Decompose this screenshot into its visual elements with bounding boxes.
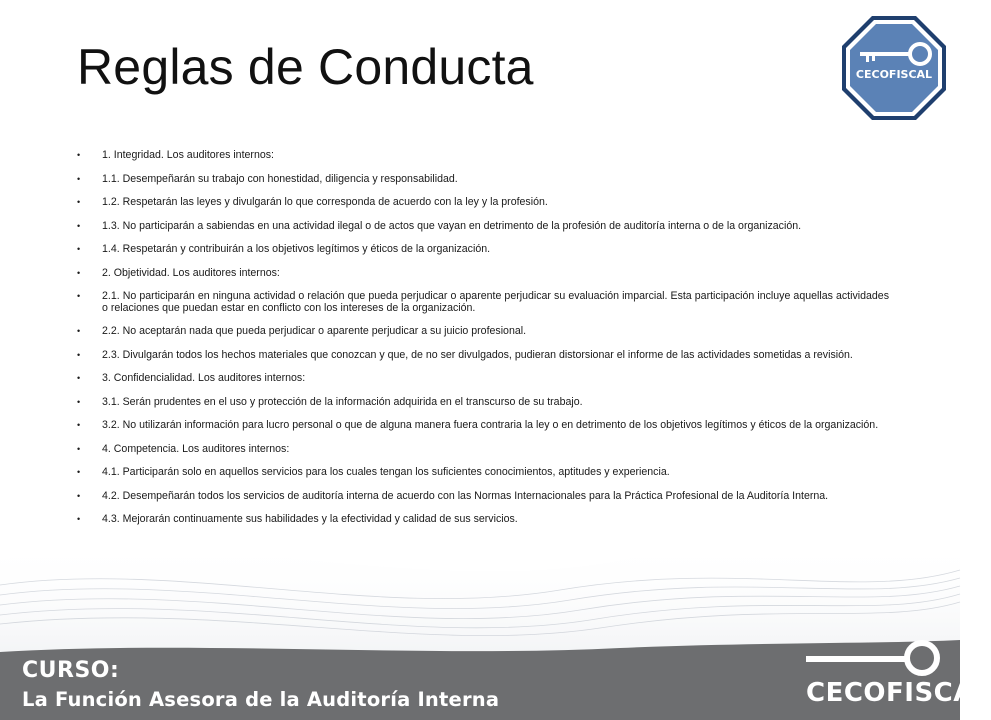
rule-item — [77, 397, 889, 409]
rule-text: 1.3. No participarán a sabiendas en una actividad ilegal o de actos que vayan en detrimento de la profesión de auditoría interna o de la organización. — [102, 219, 802, 232]
rule-text: 4.3. Mejorarán continuamente sus habilidades y la efectividad y calidad de sus servicios. — [102, 513, 518, 525]
rule-text: 1.2. Respetarán las leyes y divulgarán lo que corresponda de acuerdo con la ley y la profesión. — [102, 196, 548, 208]
cecofiscal-badge-logo — [840, 14, 948, 122]
rule-item — [77, 350, 889, 362]
rules-list — [77, 150, 889, 538]
bullet-icon: • — [77, 244, 81, 254]
rule-text: 2.3. Divulgarán todos los hechos materiales que conozcan y que, de no ser divulgados, pudieran distorsionar el informe de las actividades sometidas a revisión. — [102, 348, 853, 361]
bullet-icon: • — [77, 514, 81, 524]
footer-brand: CECOFISCAL — [806, 678, 991, 708]
rule-item — [77, 150, 889, 162]
rule-text: 1.1. Desempeñarán su trabajo con honestidad, diligencia y responsabilidad. — [102, 172, 458, 185]
rule-item — [77, 244, 889, 256]
badge-brand-text: CECOFISCAL — [855, 68, 933, 81]
rule-text: 4.1. Participarán solo en aquellos servicios para los cuales tengan los suficientes conocimientos, aptitudes y experiencia. — [102, 466, 670, 478]
bullet-icon: • — [77, 490, 81, 501]
rule-text: 3.1. Serán prudentes en el uso y protección de la información adquirida en el transcurso de su trabajo. — [102, 395, 583, 408]
bullet-icon: • — [77, 349, 81, 360]
bullet-icon: • — [77, 197, 81, 207]
rule-item — [77, 291, 889, 314]
rule-text: 1. Integridad. Los auditores internos: — [102, 149, 274, 161]
rule-item — [77, 268, 889, 280]
rule-item — [77, 373, 889, 385]
bullet-icon: • — [77, 291, 81, 301]
rule-item — [77, 491, 889, 503]
rule-item — [77, 197, 889, 209]
rule-item — [77, 174, 889, 186]
bullet-icon: • — [77, 220, 81, 231]
rule-text: 3. Confidencialidad. Los auditores internos: — [102, 372, 306, 384]
course-name: La Función Asesora de la Auditoría Interna — [22, 688, 500, 711]
rule-item — [77, 221, 889, 233]
bullet-icon: • — [77, 373, 81, 383]
rule-item — [77, 420, 889, 432]
bullet-icon: • — [77, 396, 81, 407]
bullet-icon: • — [77, 326, 81, 336]
rule-item — [77, 444, 889, 456]
bullet-icon: • — [77, 467, 81, 477]
bullet-icon: • — [77, 420, 81, 430]
bullet-icon: • — [77, 443, 81, 454]
rule-text: 2. Objetividad. Los auditores internos: — [102, 266, 280, 279]
rule-text: 2.1. No participarán en ninguna actividad o relación que pueda perjudicar o aparente perjudicar su evaluación imparcial. Esta participación incluye aquellas actividades o relaciones que puedan estar en conflicto con los intereses de la organización. — [102, 290, 889, 314]
rule-item — [77, 326, 889, 338]
bullet-icon: • — [77, 267, 81, 278]
rule-item — [77, 467, 889, 479]
rule-text: 2.2. No aceptarán nada que pueda perjudicar o aparente perjudicar a su juicio profesional. — [102, 325, 527, 337]
slide-title: Reglas de Conducta — [77, 39, 534, 95]
rule-text: 4. Competencia. Los auditores internos: — [102, 442, 290, 455]
rule-text: 4.2. Desempeñarán todos los servicios de auditoría interna de acuerdo con las Normas Internacionales para la Práctica Profesional de la Auditoría Interna. — [102, 489, 829, 502]
rule-text: 3.2. No utilizarán información para lucro personal o que de alguna manera fuera contraria la ley o en detrimento de los objetivos legítimos y éticos de la organización. — [102, 419, 879, 431]
course-label: CURSO: — [22, 658, 120, 683]
rule-text: 1.4. Respetarán y contribuirán a los objetivos legítimos y éticos de la organización. — [102, 243, 491, 255]
rule-item — [77, 514, 889, 526]
bullet-icon: • — [77, 173, 81, 184]
bullet-icon: • — [77, 150, 81, 160]
